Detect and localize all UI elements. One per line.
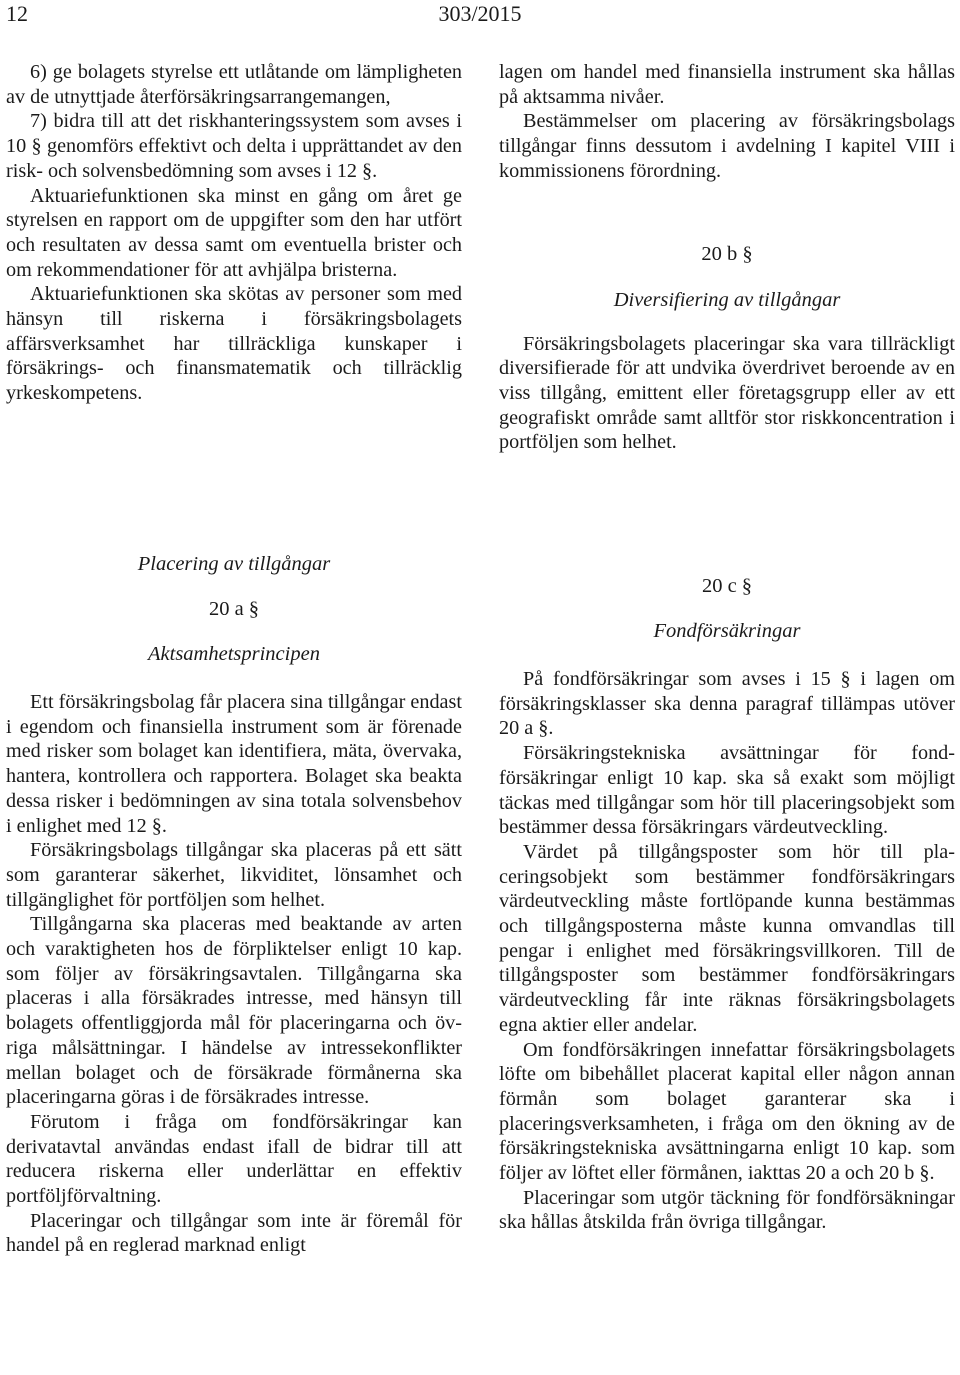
paragraph: Värdet på tillgångsposter som hör till placeringsobjekt som bestämmer fondförsäkringars värdeutveckling måste fortlöpande kunna bestämmas och tillgångsposterna måste kunna omvandlas till pengar i enlighet med försäkringsvillkoren. Till de tillgångsposter som bestämmer fondförsäkringars värdeutveckling får inte räknas försäkringsbolagets egna aktier eller andelar. <box>499 840 955 1036</box>
paragraph: Bestämmelser om placering av försäkringsbolags tillgångar finns dessutom i avdelning I kapitel VIII i kommissionens förordning. <box>499 110 955 182</box>
section-title: Diversifiering av tillgångar <box>613 288 841 311</box>
paragraph: Aktuariefunktionen ska skötas av personer som med hänsyn till riskerna i försäkringsbolagets affärsverksamhet har tillräckliga kunskaper i försäkrings- och finansmatematik och tillräcklig yrkeskompetens. <box>6 283 462 405</box>
paragraph: Placeringar och tillgångar som inte är föremål för handel på en reglerad marknad enligt <box>6 1209 462 1257</box>
paragraph: Ett försäkringsbolag får placera sina tillgångar endast i egendom och finansiella instrument som är förenade med risker som bolaget kan identifiera, mäta, övervaka, hantera, kontrollera och rapportera. Bolaget ska beakta dessa risker i bedömningen av sina totala solvensbehov i enlighet med 12 §. <box>6 691 462 837</box>
left-column-bottom <box>6 552 462 1258</box>
paragraph: Placeringar som utgör täckning för fondförsäkningar ska hållas åtskilda från övriga tillgångar. <box>499 1186 955 1234</box>
page-number: 12 <box>6 1 28 26</box>
paragraph: Tillgångarna ska placeras med beaktande av arten och varaktigheten hos de förpliktelser enligt 10 kap. som följer av försäkringsavtalen. Tillgångarna ska placeras i alla försäkrades intresse, med hänsyn till bolagets offentliggjorda mål för placeringarna och övriga målsättningar. I händelse av intressekonflikter mellan bolaget och de försäkrade förmånerna ska placeringarna göras i de försäkrades intresse. <box>6 913 462 1109</box>
section-title: Fondförsäkringar <box>653 620 801 642</box>
paragraph: Försäkringstekniska avsättningar för fondförsäkringar enligt 10 kap. ska så exakt som möjligt täckas med tillgångar som hör till placeringsobjekt som bestämmer dessa försäkringars värdeutveckling. <box>499 742 955 839</box>
paragraph: Om fondförsäkringen innefattar försäkringsbolagets löfte om bibehållet placerat kapital eller någon annan förmån som bolaget garanterar ska i placeringsverksamheten, i fråga om den ökning av de försäkringstekniska avsättningarna enligt 10 kap. som följer av löftet eller förmånen, iakttas 20 a och 20 b §. <box>499 1038 955 1185</box>
list-item: 7) bidra till att det riskhanteringssystem som avses i 10 § genomförs effektivt och delta i upprättandet av den risk- och solvensbedömning som avses i 12 §. <box>6 110 462 182</box>
page-header <box>0 0 960 30</box>
paragraph: Försäkringsbolagets placeringar ska vara tillräckligt diversifierade för att undvika överdrivet beroende av en viss tillgång, emittent eller företagsgrupp eller av ett geografiskt område samt alltför stor riskkoncentration i portföljen som helhet. <box>499 332 955 454</box>
paragraph: Aktuariefunktionen ska minst en gång om året ge styrelsen en rapport om de uppgifter som den har utfört och resultaten av dessa samt om eventuella brister och om rekommendationer för att avhjälpa bristerna. <box>6 184 462 281</box>
paragraph: lagen om handel med finansiella instrument ska hållas på aktsamma nivåer. <box>499 61 955 108</box>
paragraph: På fondförsäkringar som avses i 15 § i lagen om försäkringsklasser ska denna paragraf tillämpas utöver 20 a §. <box>499 668 955 740</box>
paragraph: Försäkringsbolags tillgångar ska placeras på ett sätt som garanterar säkerhet, likviditet, lönsamhet och tillgänglighet för portföljen som helhet. <box>6 839 462 911</box>
section-number: 20 b § <box>701 242 753 265</box>
left-column-top <box>6 60 462 406</box>
section-number: 20 c § <box>701 575 753 597</box>
document-id: 303/2015 <box>438 1 522 26</box>
section-title: Aktsamhetsprincipen <box>148 643 320 665</box>
right-column-bottom <box>499 574 955 1235</box>
list-item: 6) ge bolagets styrelse ett utlåtande om lämpligheten av de utnyttjade återförsäkringsarrangemangen, <box>6 61 462 108</box>
chapter-title: Placering av tillgångar <box>137 553 331 575</box>
section-number: 20 a § <box>208 598 260 620</box>
right-column-top <box>499 60 955 455</box>
paragraph: Förutom i fråga om fondförsäkringar kan derivatavtal användas endast ifall de bidrar till att reducera riskerna eller underlättar en effektiv portföljförvaltning. <box>6 1110 462 1208</box>
